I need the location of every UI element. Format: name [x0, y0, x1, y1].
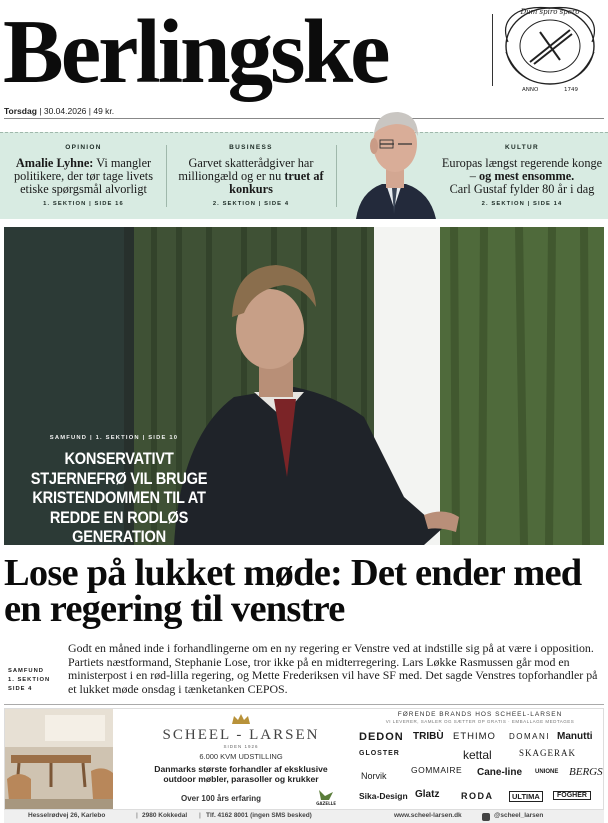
ad-tagline: Danmarks største forhandler af eksklusive outdoor møbler, parasoller og krukker — [154, 764, 328, 784]
lead-body: Godt en måned inde i forhandlingerne om en ny regering er Venstre ved at indstille sig på at være i opposition. Partiets næstformand, Stephanie Lose, tror ikke på en midterregering. Lars Løkke Rasmussen går mod en ministerpost i en rød-lilla regering, og Mette Frederiksen vil have SF med. Det sagde Venstres topforhandler på et lukket møde onsdag i tænketanken CEPOS. — [68, 641, 598, 696]
teaser-divider — [166, 145, 167, 207]
brand-logo: GOMMAIRE — [411, 765, 463, 775]
teaser-band — [0, 132, 608, 219]
brand-logo: SKAGERAK — [519, 748, 577, 758]
masthead — [0, 0, 608, 116]
crest-seal-icon — [500, 2, 600, 94]
brand-logo: UNIONE — [535, 769, 559, 775]
svg-text:Dum spiro spero: Dum spiro spero — [520, 8, 580, 16]
teaser-opinion[interactable] — [4, 133, 163, 220]
brand-logo: Manutti — [557, 731, 593, 742]
brand-logo: GLOSTER — [359, 750, 400, 757]
newspaper-logo[interactable]: Berlingske — [3, 1, 388, 102]
svg-text:ANNO: ANNO — [522, 87, 539, 93]
ad-brand-name: SCHEEL - LARSEN — [162, 727, 320, 743]
dateline — [4, 106, 114, 116]
ad-phone: Tlf. 4162 8001 (ingen SMS besked) — [206, 812, 312, 819]
teaser-kicker: KULTUR — [504, 144, 540, 151]
footer-sep: | — [136, 812, 138, 819]
ad-city: 2980 Kokkedal — [142, 812, 188, 819]
svg-text:1749: 1749 — [564, 87, 578, 93]
masthead-divider — [492, 14, 493, 86]
ad-exhibition: 6.000 KVM UDSTILLING — [199, 752, 283, 761]
ad-address: Hesselrødvej 26, Karlebo — [28, 812, 106, 819]
teaser-culture[interactable] — [440, 133, 604, 220]
masthead-rule — [4, 118, 604, 119]
teaser-text: Europas længst regerende konge – og mest ensomme. Carl Gustaf fylder 80 år i dag — [441, 156, 603, 196]
brand-logo: TRIBÙ — [413, 731, 444, 742]
advertisement[interactable] — [4, 708, 604, 810]
dateline-sep: | — [39, 106, 44, 116]
brand-logo: ULTIMA — [509, 791, 543, 802]
brand-logo: RODA — [461, 791, 494, 801]
brand-logo: Norvik — [361, 771, 387, 781]
ad-center — [123, 709, 359, 809]
king-portrait-image[interactable] — [346, 104, 442, 219]
dateline-sep: | — [88, 106, 94, 116]
gazelle-badge-icon — [311, 788, 341, 806]
dateline-date: 30.04.2026 — [43, 106, 87, 116]
teaser-kicker: BUSINESS — [229, 144, 273, 151]
ad-website[interactable]: www.scheel-larsen.dk — [394, 812, 462, 819]
ad-since: SIDEN 1926 — [223, 744, 259, 749]
ad-rule — [4, 704, 604, 705]
ad-footer — [4, 810, 604, 823]
brand-logo: Cane-line — [477, 767, 523, 778]
hero-headline[interactable]: KONSERVATIVT STJERNEFRØ VIL BRUGE KRISTENDOMMEN TIL AT REDDE EN RODLØS GENERATION — [30, 449, 208, 545]
brands-title: FØRENDE BRANDS HOS SCHEEL-LARSEN — [397, 711, 563, 718]
crown-icon — [231, 713, 251, 725]
teaser-business[interactable] — [170, 133, 332, 220]
footer-sep: | — [199, 812, 201, 819]
teaser-ref: 2. SEKTION | SIDE 14 — [481, 201, 563, 207]
brand-logo: DOMANI — [509, 732, 550, 741]
brand-logo: Glatz — [415, 789, 440, 800]
brand-logo: kettal — [463, 748, 492, 762]
dateline-price: 49 kr. — [93, 106, 115, 116]
teaser-text: Garvet skatterådgiver har milliongæld og er nu truet af konkurs — [178, 156, 324, 196]
lead-section-ref: SAMFUND 1. SEKTION SIDE 4 — [8, 668, 51, 692]
dateline-day: Torsdag — [4, 106, 37, 116]
ad-furniture-image — [5, 709, 113, 809]
teaser-text: Amalie Lyhne: Vi mangler politikere, der tør tage livets etiske spørgsmål alvorligt — [14, 156, 153, 196]
teaser-kicker: OPINION — [65, 144, 102, 151]
hero-photo[interactable] — [4, 227, 604, 545]
ad-instagram[interactable]: @scheel_larsen — [494, 812, 544, 819]
brand-logo: ETHIMO — [453, 731, 496, 742]
teaser-ref: 2. SEKTION | SIDE 4 — [212, 201, 290, 207]
brand-logo: FOGHER — [553, 791, 591, 800]
instagram-icon — [482, 813, 490, 821]
brand-logo: Sika-Design — [359, 791, 408, 801]
teaser-ref: 1. SEKTION | SIDE 16 — [43, 201, 124, 207]
brands-subtitle: VI LEVERER, SAMLER OG SÆTTER OP GRATIS · EMBALLAGE MEDTAGES — [385, 719, 575, 724]
svg-text:GAZELLE: GAZELLE — [316, 801, 336, 806]
brand-logo: DEDON — [359, 731, 404, 743]
brand-logo: BERGS — [569, 766, 603, 778]
teaser-divider — [336, 145, 337, 207]
lead-headline[interactable]: Lose på lukket møde: Det ender med en regering til venstre — [4, 552, 582, 630]
ad-experience: Over 100 års erfaring — [180, 794, 262, 803]
hero-kicker: SAMFUND | 1. SEKTION | SIDE 10 — [49, 435, 179, 441]
ad-brand-grid — [357, 709, 603, 809]
